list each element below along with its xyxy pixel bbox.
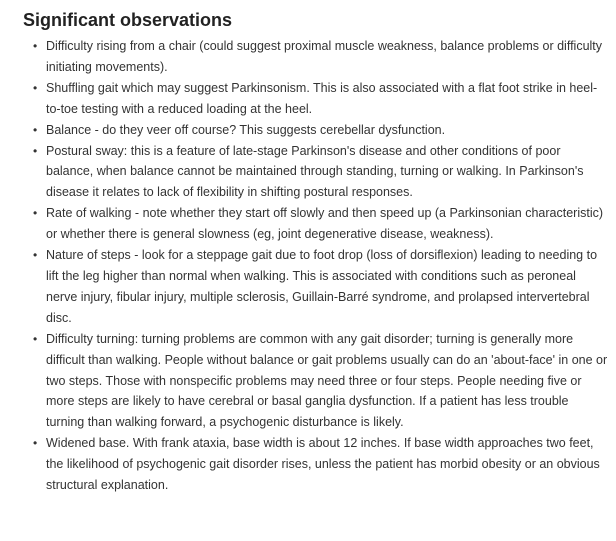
list-item-text: Nature of steps - look for a steppage gait due to foot drop (loss of dorsiflexion) leading to needing to lift the leg higher than normal when walking. This is associated with conditions such as peroneal nerve injury, fibular injury, multiple sclerosis, Guillain-Barré syndrome, and prolapsed intervertebral disc.: [46, 248, 598, 325]
list-item-text: Shuffling gait which may suggest Parkinsonism. This is also associated with a flat foot strike in heel-to-toe testing with a reduced loading at the heel.: [46, 80, 598, 116]
bullet-icon: •: [33, 39, 38, 53]
bullet-icon: •: [33, 143, 38, 158]
bullet-icon: •: [33, 80, 38, 95]
list-item-text: Widened base. With frank ataxia, base width is about 12 inches. If base width approaches two feet, the likelihood of psychogenic gait disorder rises, unless the patient has morbid obesity or an obvious structural explanation.: [46, 436, 600, 493]
section-heading: Significant observations: [23, 10, 233, 30]
bullet-icon: •: [33, 206, 38, 221]
list-item-text: Difficulty turning: turning problems are common with any gait disorder; turning is generally more difficult than walking. People without balance or gait problems usually can do an 'about-face' in one or two steps. Those with nonspecific problems may need three or four steps. People needing five or more steps are likely to have cerebral or basal ganglia dysfunction. If a patient has less trouble turning than walking forward, a psychogenic disturbance is likely.: [46, 331, 608, 430]
list-item: [33, 329, 608, 434]
list-item-text: Postural sway: this is a feature of late-stage Parkinson's disease and other conditions of poor balance, when balance cannot be maintained through standing, turning or walking. In Parkinson's disease it relates to lack of flexibility in shifting postural responses.: [46, 143, 584, 200]
bullet-icon: •: [33, 248, 38, 263]
bullet-icon: •: [33, 331, 38, 346]
list-item: [33, 245, 608, 329]
list-item: [33, 120, 608, 141]
list-item: [33, 433, 608, 496]
list-item-text: Rate of walking - note whether they start off slowly and then speed up (a Parkinsonian characteristic) or whether there is general slowness (eg, joint degenerative disease, weakness).: [46, 206, 604, 242]
list-item-text: Difficulty rising from a chair (could suggest proximal muscle weakness, balance problems or difficulty initiating movements).: [46, 39, 603, 74]
list-item-text: Balance - do they veer off course? This suggests cerebellar dysfunction.: [46, 122, 446, 137]
observations-list: [24, 36, 608, 496]
list-item: [33, 36, 608, 78]
list-item: [33, 141, 608, 204]
bullet-icon: •: [33, 436, 38, 451]
list-item: [33, 203, 608, 245]
bullet-icon: •: [33, 122, 38, 137]
list-item: [33, 78, 608, 120]
